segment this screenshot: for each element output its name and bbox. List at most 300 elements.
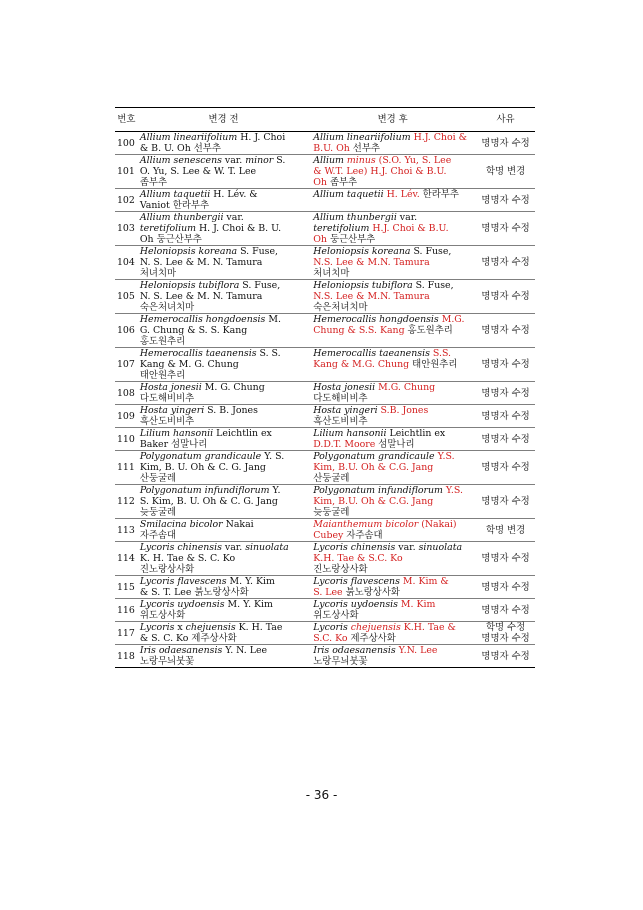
scientific-name-text: Allium taquetii: [313, 189, 384, 200]
scientific-name-text: Iris odaesanensis: [313, 645, 396, 656]
cell-line: [313, 405, 475, 416]
cell-line: [140, 291, 308, 302]
cell-line: [313, 325, 475, 336]
changed-text: H.J. Choi & B.U.: [369, 223, 449, 234]
plain-text: var.: [396, 212, 418, 223]
cell-before: [138, 576, 309, 599]
plain-text: 태안원추리: [139, 370, 186, 381]
cell-line: [313, 553, 475, 564]
scientific-name-text: Lycoris uydoensis: [139, 599, 225, 610]
table-row: [115, 382, 535, 405]
plain-text: var.: [221, 542, 246, 553]
scientific-name-text: sinuolata: [245, 542, 289, 553]
row-number: 104: [115, 246, 138, 280]
cell-line: [313, 564, 475, 575]
reason-text: 명명자 수정: [481, 633, 530, 644]
row-number: 101: [115, 155, 138, 189]
changed-text: H. Lév.: [383, 189, 420, 200]
reason-text: 학명 변경: [485, 166, 526, 177]
cell-line: [313, 382, 475, 393]
cell-line: [313, 291, 475, 302]
cell-line: [140, 212, 308, 223]
cell-reason: [476, 428, 535, 451]
reason-text: 학명 변경: [485, 524, 526, 536]
cell-line: [140, 451, 308, 462]
reason-text: 명명자 수정: [481, 553, 530, 564]
reason-text: 학명 수정: [485, 622, 526, 633]
cell-line: [140, 325, 308, 336]
changed-text: Kim, B.U. Oh & C.G. Jang: [313, 462, 434, 473]
table-header-row: [115, 108, 535, 132]
cell-after: [309, 485, 476, 519]
cell-line: [313, 576, 475, 587]
row-number: 116: [115, 599, 138, 622]
plain-text: Vaniot 한라부추: [139, 200, 210, 211]
scientific-name-text: Hemerocallis hongdoensis: [313, 314, 439, 325]
changed-text: M. Kim: [397, 599, 436, 610]
cell-line: [140, 257, 308, 268]
cell-line: [140, 166, 308, 177]
cell-reason: [476, 451, 535, 485]
cell-line: [140, 416, 308, 427]
cell-reason: [476, 576, 535, 599]
cell-after: [309, 542, 476, 576]
row-number: 117: [115, 622, 138, 645]
scientific-name-text: minus: [343, 155, 376, 166]
cell-after: [309, 428, 476, 451]
changed-text: N.S. Lee & M.N. Tamura: [313, 291, 430, 302]
row-number: 108: [115, 382, 138, 405]
changed-text: M.G.: [438, 314, 465, 325]
plain-text: H. Lév. &: [210, 189, 258, 200]
cell-before: [138, 132, 309, 155]
reason-text: 명명자 수정: [481, 410, 530, 422]
cell-line: [140, 132, 308, 143]
cell-line: [313, 155, 475, 166]
plain-text: 숙은처녀치마: [139, 302, 195, 313]
plain-text: 한라부추: [419, 189, 459, 200]
cell-line: [140, 143, 308, 154]
cell-line: [313, 519, 475, 530]
reason-text: 명명자 수정: [481, 496, 530, 507]
scientific-name-text: Allium lineariifolium: [139, 132, 238, 143]
plain-text: 산둥굴레: [139, 473, 177, 484]
table-row: [115, 132, 535, 155]
cell-reason: [476, 348, 535, 382]
plain-text: 처녀치마: [139, 268, 177, 279]
cell-line: [140, 177, 308, 188]
plain-text: var.: [221, 155, 246, 166]
plain-text: S. Kim, B. U. Oh & C. G. Jang: [139, 496, 278, 507]
cell-line: [313, 132, 475, 143]
reason-text: 명명자 수정: [481, 581, 530, 593]
plain-text: 늦둥굴레: [313, 507, 350, 518]
plain-text: & B. U. Oh 선부추: [139, 143, 221, 154]
cell-after: [309, 314, 476, 348]
scientific-name-text: minor: [245, 155, 274, 166]
plain-text: S. S.: [256, 348, 281, 359]
header-after: 변경 후: [309, 108, 476, 132]
table-row: [115, 542, 535, 576]
cell-line: [140, 656, 308, 667]
cell-line: [140, 599, 308, 610]
cell-line: [313, 473, 475, 484]
cell-line: [313, 280, 475, 291]
cell-reason: [476, 519, 535, 542]
plain-text: M. Y. Kim: [224, 599, 273, 610]
scientific-name-text: Lycoris: [139, 622, 175, 633]
cell-line: [313, 599, 475, 610]
cell-reason: [476, 485, 535, 519]
cell-reason: [476, 382, 535, 405]
cell-before: [138, 382, 309, 405]
changed-text: Cubey: [313, 530, 344, 541]
changed-text: Oh: [313, 177, 327, 188]
taxonomy-change-table: [115, 107, 535, 668]
cell-line: [313, 439, 475, 450]
header-reason: 사유: [476, 108, 535, 132]
cell-line: [140, 473, 308, 484]
cell-before: [138, 428, 309, 451]
plain-text: 홍도원추리: [404, 325, 453, 336]
cell-reason: [476, 599, 535, 622]
changed-text: S.B. Jones: [377, 405, 429, 416]
plain-text: S. Fuse,: [239, 280, 281, 291]
scientific-name-text: Heloniopsis tubiflora: [313, 280, 413, 291]
plain-text: 자주솜대: [139, 530, 177, 541]
cell-before: [138, 246, 309, 280]
row-number: 102: [115, 189, 138, 212]
plain-text: 태안원추리: [409, 359, 458, 370]
plain-text: 처녀치마: [313, 268, 350, 279]
cell-reason: [476, 212, 535, 246]
plain-text: Y. S.: [261, 451, 285, 462]
scientific-name-text: Allium: [313, 155, 344, 166]
header-before: 변경 전: [138, 108, 309, 132]
scientific-name-text: Lycoris chinensis: [313, 542, 396, 553]
scientific-name-text: Heloniopsis koreana: [139, 246, 238, 257]
table-row: [115, 280, 535, 314]
changed-text: H.J. Choi & B.U.: [367, 166, 447, 177]
cell-line: [313, 542, 475, 553]
plain-text: Baker 섬말나리: [139, 439, 208, 450]
cell-line: [313, 257, 475, 268]
scientific-name-text: Hemerocallis hongdoensis: [139, 314, 266, 325]
plain-text: H. J. Choi: [237, 132, 286, 143]
table-row: [115, 428, 535, 451]
cell-before: [138, 542, 309, 576]
cell-line: [140, 189, 308, 200]
cell-line: [140, 645, 308, 656]
row-number: 109: [115, 405, 138, 428]
cell-line: [313, 234, 475, 245]
cell-line: [140, 485, 308, 496]
plain-text: Leichtlin ex: [213, 428, 272, 439]
cell-reason: [476, 405, 535, 428]
cell-reason: [476, 645, 535, 668]
page-number: - 36 -: [305, 788, 338, 802]
plain-text: var.: [395, 542, 419, 553]
table-row: [115, 519, 535, 542]
scientific-name-text: Polygonatum infundiflorum: [313, 485, 443, 496]
cell-line: [313, 451, 475, 462]
plain-text: S. Fuse,: [410, 246, 452, 257]
plain-text: & S. T. Lee 붉노랑상사화: [139, 587, 249, 598]
plain-text: 산둥굴레: [313, 473, 350, 484]
cell-reason: [476, 314, 535, 348]
plain-text: Kang & M. G. Chung: [139, 359, 239, 370]
scientific-name-text: teretifolium: [139, 223, 197, 234]
cell-after: [309, 599, 476, 622]
cell-after: [309, 451, 476, 485]
plain-text: Y. N. Lee: [222, 645, 268, 656]
changed-text: & W.T. Lee): [313, 166, 368, 177]
changed-text: K.H. Tae & S.C. Ko: [313, 553, 403, 564]
plain-text: 둥근산부추: [326, 234, 376, 245]
changed-text: Kang & M.G. Chung: [313, 359, 410, 370]
cell-line: [313, 530, 475, 541]
scientific-name-text: chejuensis: [185, 622, 236, 633]
plain-text: O. Yu, S. Lee & W. T. Lee: [139, 166, 257, 177]
cell-after: [309, 132, 476, 155]
scientific-name-text: Allium taquetii: [139, 189, 211, 200]
reason-text: 명명자 수정: [481, 387, 530, 399]
changed-text: H.J. Choi &: [410, 132, 467, 143]
scientific-name-text: Polygonatum infundiflorum: [139, 485, 270, 496]
cell-before: [138, 212, 309, 246]
cell-line: [140, 280, 308, 291]
cell-line: [140, 428, 308, 439]
plain-text: 붉노랑상사화: [342, 587, 400, 598]
plain-text: H. J. Choi & B. U.: [196, 223, 282, 234]
cell-line: [313, 462, 475, 473]
table-row: [115, 189, 535, 212]
cell-line: [140, 223, 308, 234]
changed-text: D.D.T. Moore: [313, 439, 376, 450]
cell-line: [313, 610, 475, 621]
plain-text: M.: [265, 314, 281, 325]
cell-after: [309, 348, 476, 382]
changed-text: Y.S.: [434, 451, 455, 462]
plain-text: 다도해비비추: [313, 393, 368, 404]
reason-text: 명명자 수정: [481, 223, 530, 234]
plain-text: 흑산도비비추: [139, 416, 195, 427]
changed-text: S.S.: [429, 348, 452, 359]
cell-line: [313, 246, 475, 257]
cell-line: [140, 633, 308, 644]
plain-text: 자주솜대: [343, 530, 383, 541]
scientific-name-text: Heloniopsis koreana: [313, 246, 411, 257]
table-row: [115, 451, 535, 485]
cell-line: [140, 496, 308, 507]
changed-text: M.G. Chung: [375, 382, 436, 393]
cell-line: [140, 405, 308, 416]
reason-text: 명명자 수정: [481, 194, 530, 206]
row-number: 118: [115, 645, 138, 668]
reason-text: 명명자 수정: [481, 137, 530, 149]
changed-text: Y.S.: [442, 485, 463, 496]
cell-line: [140, 246, 308, 257]
plain-text: N. S. Lee & M. N. Tamura: [139, 291, 263, 302]
plain-text: x: [174, 622, 186, 633]
plain-text: M. Y. Kim: [226, 576, 275, 587]
cell-before: [138, 622, 309, 645]
cell-before: [138, 519, 309, 542]
plain-text: S.: [273, 155, 286, 166]
changed-text: Oh: [313, 234, 327, 245]
cell-line: [313, 359, 475, 370]
cell-line: [140, 610, 308, 621]
scientific-name-text: Allium thunbergii: [139, 212, 224, 223]
scientific-name-text: Heloniopsis tubiflora: [139, 280, 240, 291]
plain-text: K. H. Tae: [235, 622, 283, 633]
cell-after: [309, 645, 476, 668]
cell-line: [313, 622, 475, 633]
cell-line: [313, 393, 475, 404]
row-number: 100: [115, 132, 138, 155]
plain-text: S. Fuse,: [412, 280, 454, 291]
plain-text: 노랑무늬붓꽃: [139, 656, 195, 667]
plain-text: S. Fuse,: [237, 246, 279, 257]
scientific-name-text: Lycoris uydoensis: [313, 599, 398, 610]
table-row: [115, 405, 535, 428]
scientific-name-text: Allium thunbergii: [313, 212, 397, 223]
scientific-name-text: Hosta jonesii: [139, 382, 202, 393]
row-number: 110: [115, 428, 138, 451]
cell-line: [313, 268, 475, 279]
reason-text: 명명자 수정: [481, 257, 530, 268]
scientific-name-text: Lilium hansonii: [313, 428, 387, 439]
cell-after: [309, 519, 476, 542]
cell-line: [140, 622, 308, 633]
plain-text: M. G. Chung: [201, 382, 265, 393]
cell-line: [140, 155, 308, 166]
cell-after: [309, 212, 476, 246]
row-number: 114: [115, 542, 138, 576]
plain-text: N. S. Lee & M. N. Tamura: [139, 257, 263, 268]
cell-line: [313, 428, 475, 439]
cell-after: [309, 576, 476, 599]
plain-text: 진노랑상사화: [139, 564, 195, 575]
row-number: 112: [115, 485, 138, 519]
cell-reason: [476, 246, 535, 280]
cell-line: [140, 439, 308, 450]
scientific-name-text: sinuolata: [418, 542, 463, 553]
cell-line: [140, 302, 308, 313]
cell-line: [313, 507, 475, 518]
table-row: [115, 314, 535, 348]
table-body: [115, 132, 535, 668]
scientific-name-text: Hemerocallis taeanensis: [139, 348, 257, 359]
plain-text: Y.: [269, 485, 281, 496]
cell-line: [313, 656, 475, 667]
cell-line: [313, 645, 475, 656]
changed-text: K.H. Tae &: [400, 622, 456, 633]
plain-text: K. H. Tae & S. C. Ko: [139, 553, 236, 564]
row-number: 107: [115, 348, 138, 382]
plain-text: 숙은처녀치마: [313, 302, 368, 313]
cell-line: [313, 177, 475, 188]
cell-before: [138, 645, 309, 668]
changed-text: Y.N. Lee: [395, 645, 438, 656]
changed-text: N.S. Lee & M.N. Tamura: [313, 257, 430, 268]
cell-reason: [476, 155, 535, 189]
cell-line: [140, 462, 308, 473]
cell-after: [309, 622, 476, 645]
cell-line: [140, 359, 308, 370]
plain-text: Nakai: [222, 519, 254, 530]
cell-line: [140, 519, 308, 530]
plain-text: 홍도원추리: [139, 336, 186, 347]
cell-before: [138, 348, 309, 382]
scientific-name-text: Allium lineariifolium: [313, 132, 411, 143]
changed-text: S.C. Ko: [313, 633, 348, 644]
table-row: [115, 622, 535, 645]
table-row: [115, 599, 535, 622]
plain-text: 늦둥굴레: [139, 507, 177, 518]
cell-line: [313, 223, 475, 234]
plain-text: 좀부추: [139, 177, 168, 188]
scientific-name-text: Smilacina bicolor: [139, 519, 223, 530]
plain-text: G. Chung & S. S. Kang: [139, 325, 248, 336]
cell-after: [309, 155, 476, 189]
cell-line: [140, 553, 308, 564]
cell-after: [309, 246, 476, 280]
cell-line: [140, 576, 308, 587]
plain-text: & S. C. Ko 제주상사화: [139, 633, 237, 644]
changed-text: (Nakai): [418, 519, 457, 530]
changed-text: (S.O. Yu, S. Lee: [375, 155, 452, 166]
cell-before: [138, 189, 309, 212]
changed-text: S. Lee: [313, 587, 343, 598]
cell-line: [140, 393, 308, 404]
plain-text: 섬말나리: [375, 439, 415, 450]
reason-text: 명명자 수정: [481, 433, 530, 445]
cell-line: [140, 507, 308, 518]
table-row: [115, 212, 535, 246]
cell-line: [313, 348, 475, 359]
row-number: 103: [115, 212, 138, 246]
reason-text: 명명자 수정: [481, 650, 530, 662]
plain-text: var.: [223, 212, 244, 223]
scientific-name-text: Polygonatum grandicaule: [313, 451, 435, 462]
reason-text: 명명자 수정: [481, 462, 530, 473]
cell-before: [138, 405, 309, 428]
cell-line: [313, 587, 475, 598]
cell-line: [313, 314, 475, 325]
plain-text: 진노랑상사화: [313, 564, 368, 575]
scientific-name-text: teretifolium: [313, 223, 370, 234]
scientific-name-text: Lycoris chinensis: [139, 542, 222, 553]
row-number: 115: [115, 576, 138, 599]
plain-text: 제주상사화: [347, 633, 396, 644]
header-no: 번호: [115, 108, 138, 132]
cell-before: [138, 599, 309, 622]
cell-line: [140, 348, 308, 359]
cell-line: [140, 382, 308, 393]
reason-text: 명명자 수정: [481, 359, 530, 370]
table-row: [115, 155, 535, 189]
reason-text: 명명자 수정: [481, 325, 530, 336]
changed-text: Kim, B.U. Oh & C.G. Jang: [313, 496, 434, 507]
plain-text: 다도해비비추: [139, 393, 195, 404]
scientific-name-text: Lycoris flavescens: [313, 576, 400, 587]
scientific-name-text: Polygonatum grandicaule: [139, 451, 262, 462]
reason-text: 명명자 수정: [481, 604, 530, 616]
table-row: [115, 576, 535, 599]
cell-before: [138, 451, 309, 485]
cell-line: [140, 200, 308, 211]
